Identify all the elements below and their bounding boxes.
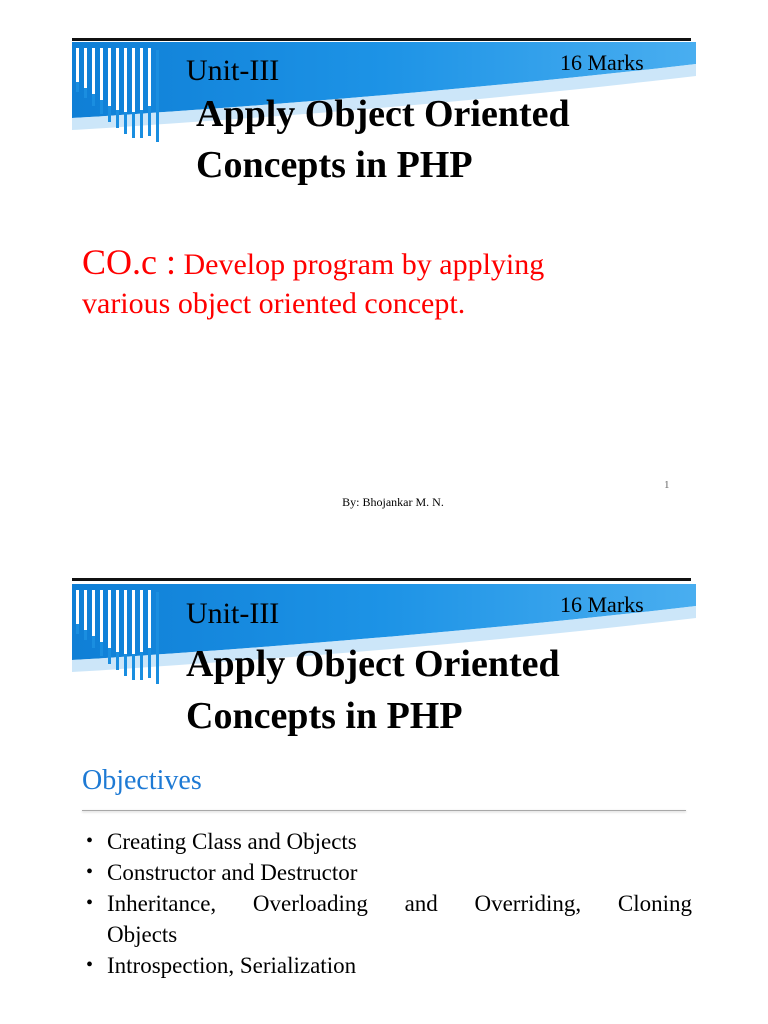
list-item: • Introspection, Serialization [86,950,692,981]
objectives-divider [82,810,686,811]
objectives-heading: Objectives [82,765,202,796]
list-item: • Creating Class and Objects [86,826,692,857]
slide-title-line-1: Apply Object Oriented [186,643,560,685]
list-item-continuation: Objects [107,922,178,947]
slide-title-line-2: Concepts in PHP [196,144,473,186]
slide-top-border [72,578,691,581]
course-outcome-text-2: various object oriented concept. [82,287,466,320]
marks-label: 16 Marks [560,50,644,75]
list-item: • Inheritance, Overloading and Overriding, Cloning Objects [86,888,692,950]
unit-label: Unit-III [186,54,280,87]
marks-label: 16 Marks [560,592,644,617]
slide-top-border [72,38,691,41]
unit-label: Unit-III [186,597,280,630]
objectives-list [86,826,692,981]
course-outcome-code: CO.c : [82,242,176,282]
course-outcome-line-1 [82,242,702,285]
slide-title-line-1: Apply Object Oriented [196,93,570,135]
author-credit: By: Bhojankar M. N. [342,495,444,509]
list-item: • Constructor and Destructor [86,857,692,888]
slide-title-line-2: Concepts in PHP [186,695,463,737]
course-outcome-text-1: Develop program by applying [183,248,545,281]
page-number: 1 [664,479,670,491]
slide-2 [0,540,768,1024]
